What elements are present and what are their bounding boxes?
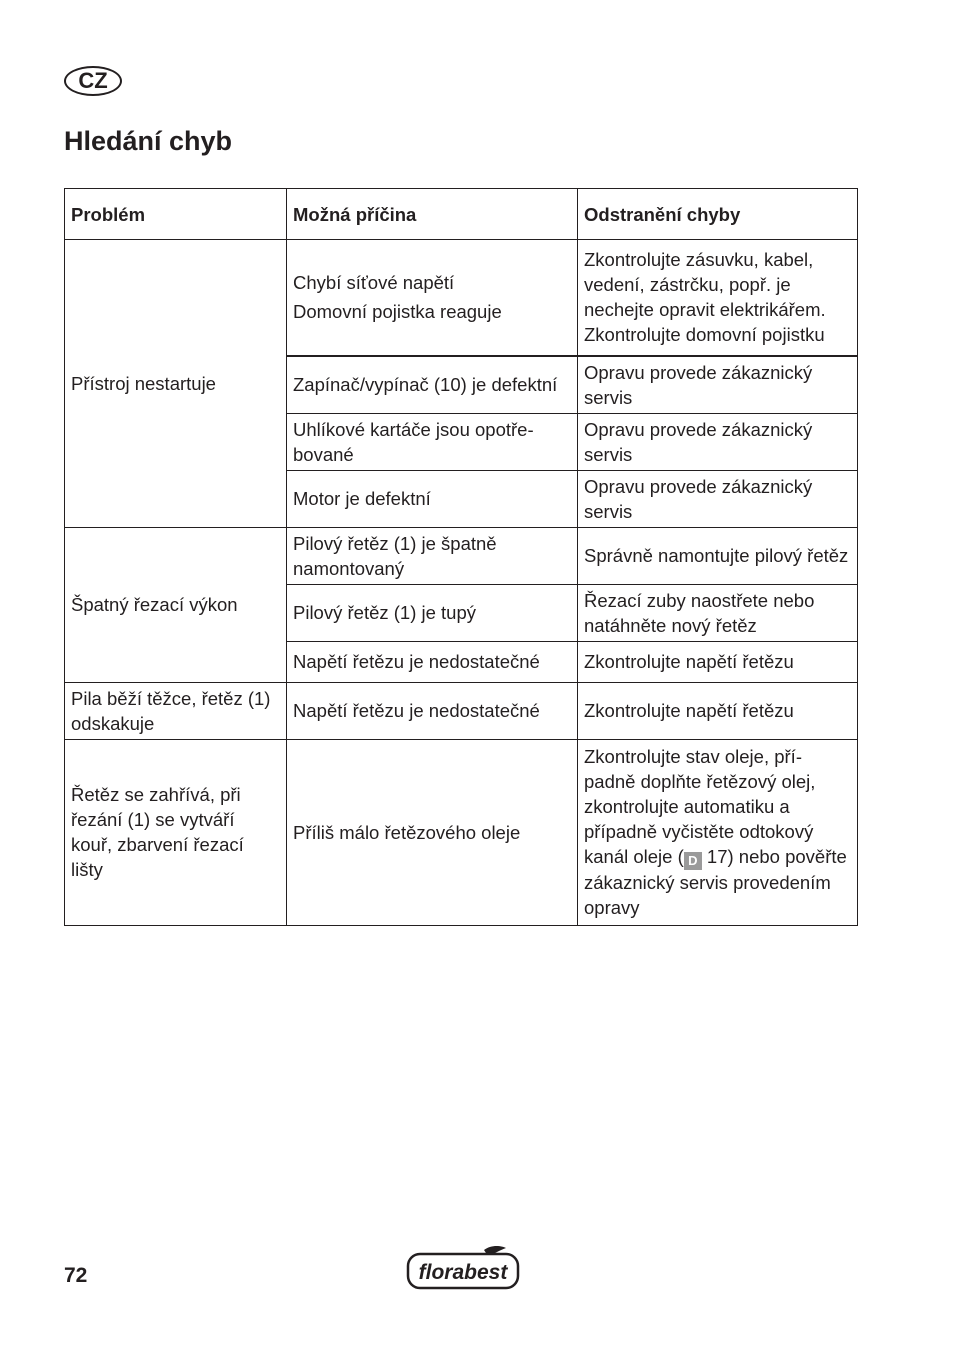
page-number: 72 <box>64 1264 88 1287</box>
cause-cell: Napětí řetězu je nedostatečné <box>287 682 578 739</box>
remedy-text: Zkontrolujte stav oleje, pří-padně doplňte řetězový olej, zkontrolujte automatiku a případně vyčistěte odtokový kanál oleje ( <box>584 746 816 867</box>
column-header-remedy: Odstranění chyby <box>578 189 858 240</box>
remedy-cell: Opravu provede zákaznický servis <box>578 470 858 527</box>
remedy-text: 17) nebo pověřte zákaznický servis provedením opravy <box>584 846 847 918</box>
column-header-cause: Možná příčina <box>287 189 578 240</box>
problem-cell: Pila běží těžce, řetěz (1) odskakuje <box>65 682 287 739</box>
remedy-cell <box>578 739 858 925</box>
remedy-cell: Zkontrolujte napětí řetězu <box>578 682 858 739</box>
cause-cell: Zapínač/vypínač (10) je defektní <box>287 356 578 414</box>
cause-cell: Motor je defektní <box>287 470 578 527</box>
page-title: Hledání chyb <box>64 126 233 156</box>
table-row <box>65 240 858 356</box>
table-row <box>65 739 858 925</box>
logo-text: florabest <box>418 1261 508 1284</box>
table-row <box>65 682 858 739</box>
remedy-cell: Zkontrolujte napětí řetězu <box>578 641 858 682</box>
figure-reference-badge: D <box>684 852 702 870</box>
cause-cell: Pilový řetěz (1) je špatně namontovaný <box>287 527 578 584</box>
cause-line: Chybí síťové napětí <box>293 272 455 294</box>
troubleshooting-table <box>64 188 858 926</box>
language-code: CZ <box>78 68 108 93</box>
cause-cell: Pilový řetěz (1) je tupý <box>287 584 578 641</box>
cause-cell: Příliš málo řetězového oleje <box>287 739 578 925</box>
table-row <box>65 527 858 584</box>
problem-cell: Řetěz se zahřívá, při řezání (1) se vytváří kouř, zbarvení řezací lišty <box>65 739 287 925</box>
problem-cell: Špatný řezací výkon <box>65 527 287 682</box>
remedy-cell: Správně namontujte pilový řetěz <box>578 527 858 584</box>
remedy-cell: Řezací zuby naostřete nebo natáhněte nový řetěz <box>578 584 858 641</box>
remedy-cell: Zkontrolujte zásuvku, kabel, vedení, zástrčku, popř. je nechejte opravit elektrikářem. Zkontrolujte domovní pojistku <box>578 240 858 356</box>
cause-cell <box>287 240 578 356</box>
language-badge <box>64 66 122 96</box>
cause-line: Domovní pojistka reaguje <box>293 301 502 323</box>
florabest-logo <box>406 1244 520 1290</box>
cause-cell: Uhlíkové kartáče jsou opotře-bované <box>287 413 578 470</box>
column-header-problem: Problém <box>65 189 287 240</box>
table-header-row <box>65 189 858 240</box>
remedy-cell: Opravu provede zákaznický servis <box>578 413 858 470</box>
cause-cell: Napětí řetězu je nedostatečné <box>287 641 578 682</box>
remedy-cell: Opravu provede zákaznický servis <box>578 356 858 414</box>
problem-cell: Přístroj nestartuje <box>65 240 287 528</box>
